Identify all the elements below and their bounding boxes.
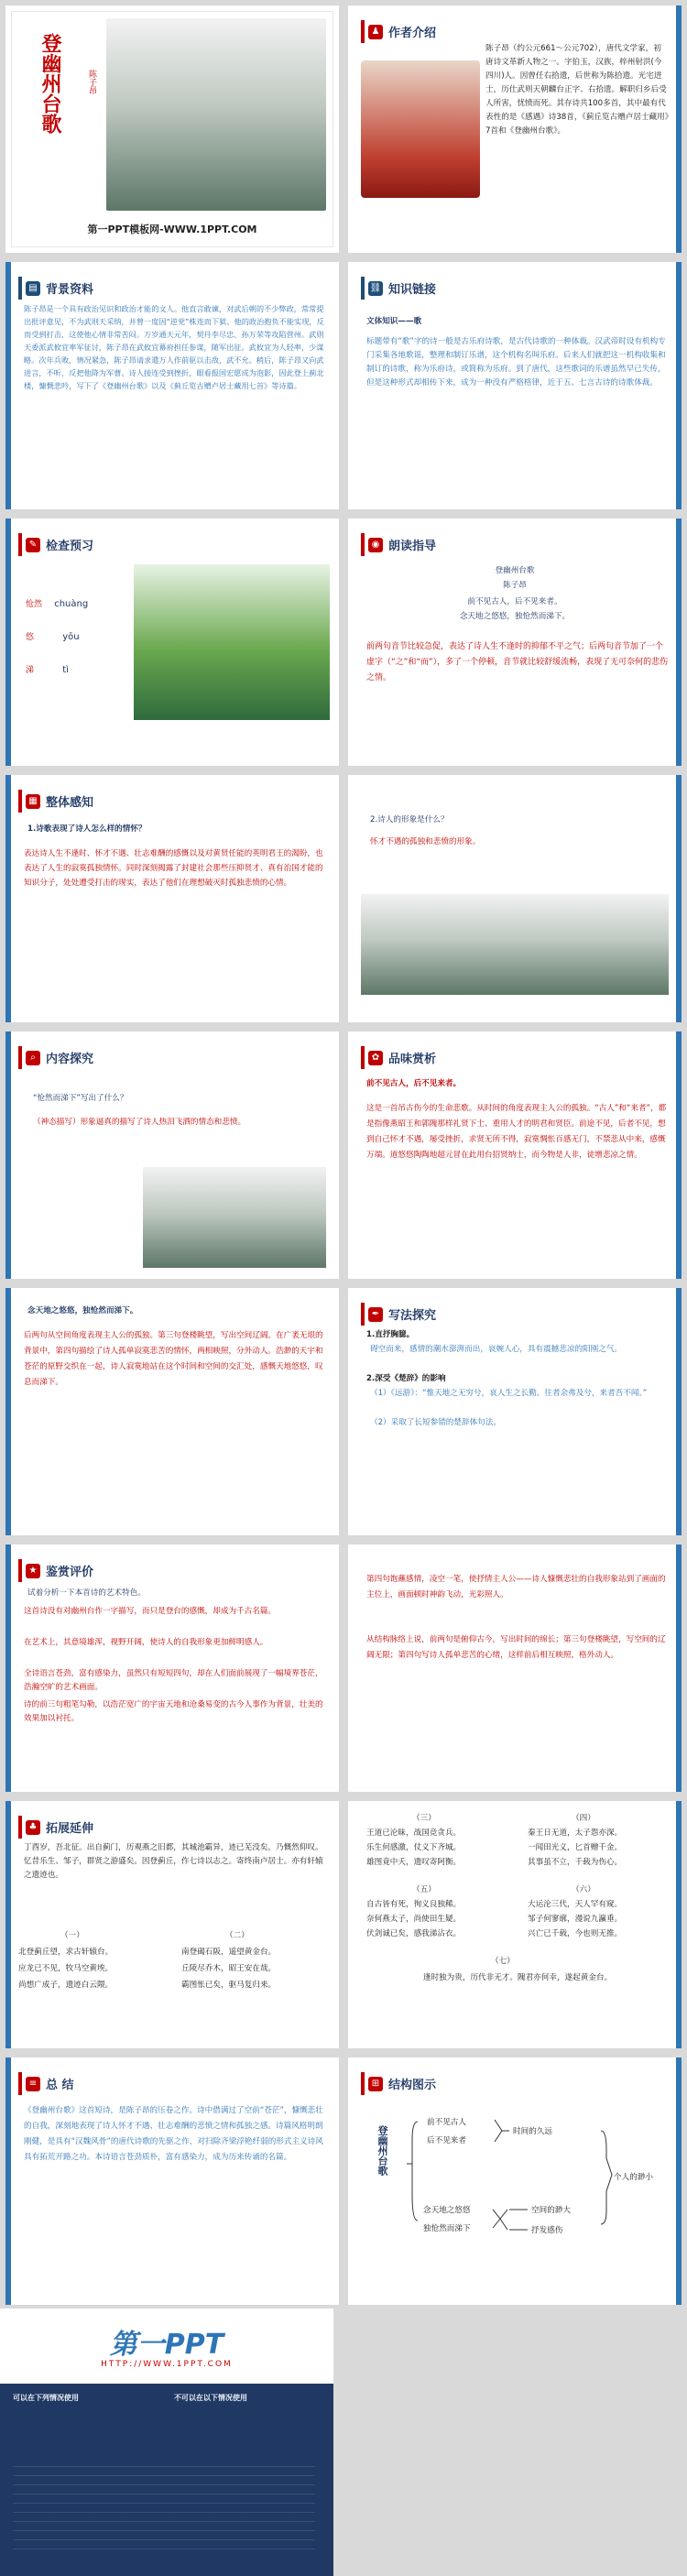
slide-preview (5, 518, 339, 766)
author-text: 陈子昂（约公元661～公元702），唐代文学家，初唐诗文革新人物之一。字伯玉，汉族，梓州射洪(今四川)人。因曾任右拾遗，后世称为陈拾遗。光宅进士，历仕武则天朝麟台正字、右拾遗。解职归乡后受人所害，忧愤而死。其存诗共100多首，其中最有代表性的是《感遇》诗38首，《蓟丘览古赠卢居士藏用》7首和《登幽州台歌》。 (485, 44, 669, 136)
brand-logo: 第一PPT (109, 2329, 224, 2361)
heading-reading: ◉ 朗读指导 (361, 533, 443, 556)
background-text: 陈子昂是一个具有政治见识和政治才能的文人。他直言敢谏，对武后朝的不少弊政，常常提出批评意见，不为武则天采纳，并曾一度因“逆党”株连而下狱。他的政治抱负不能实现，反而受到打击，这使他心情非常苦闷。万岁通天元年，契丹李尽忠、孙万荣等攻陷营州。武则天委派武攸宜率军征讨，陈子昂在武攸宜幕府担任参谋，随军出征。武攸宜为人轻率，少谋略。次年兵败，情况紧急，陈子昂请求遣万人作前驱以击敌，武不允。稍后，陈子昂又向武进言，不听，反把他降为军曹。诗人接连受到挫折，眼看报国宏愿成为泡影，因此登上蓟北楼，慷慨悲吟，写下了《登幽州台歌》以及《蓟丘览古赠卢居士藏用七首》等诗篇。 (24, 304, 324, 390)
evaluation-para: 从结构脉络上说，前两句是俯仰古今，写出时间的绵长；第三句登楼眺望，写空间的辽阔无限；第四句写诗人孤单悲苦的心绪，这样前后相互映照，格外动人。 (366, 1635, 666, 1660)
question-2: 2.诗人的形象是什么？ (370, 815, 449, 824)
appreciation-text-2: 后两句从空间角度表现主人公的孤独。第三句登楼眺望，写出空间辽阔。在广袤无垠的背景中，第四句描绘了诗人孤单寂寞悲苦的情怀，两相映照，分外动人。浩渺的天宇和苍茫的原野交织在一起，诗人寂寞地站在这个时间和空间的交汇处，感慨天地悠悠，叹息而涕下。 (24, 1331, 323, 1387)
portrait (361, 60, 480, 198)
slide-writing (348, 1288, 682, 1535)
slide-summary (5, 2058, 339, 2305)
heading-author: ♟ 作者介绍 (361, 20, 443, 43)
poem-author: 陈子昂 (503, 581, 527, 590)
knowledge-text: 标题带有“歌”字的诗一般是古乐府诗歌，是古代诗歌的一种体裁。汉武帝时设有机构专门采集各地歌谣，整理和制订乐谱，这个机构名叫乐府。后来人们就把这一机构收集和制订的诗歌，称为乐府诗，或简称为乐府。到了唐代，这些歌词的乐谱虽然早已失传，但是这种形式却相传下来，成为一种没有严格格律，近于五、七言古诗的诗歌体裁。 (366, 337, 666, 387)
evaluation-para: 在艺术上，其意境雄浑，视野开阔，使诗人的自我形象更加鲜明感人。 (24, 1638, 268, 1647)
appreciation-text: 这是一首吊古伤今的生命悲歌。从时间的角度表现主人公的孤独。“古人”和“来者”，都是指像燕昭王和郭隗那样礼贤下士、重用人才的明君和贤臣。前途不见，后者不见，想到自己怀才不遇，屡受挫折，求贤无所不得，寂寞惆怅百感无门，不禁悲从中来，感慨万端。道悠悠陶陶地超元冒在此用台招贤纳士，而今物是人非，徒增悲凉之情。 (366, 1104, 667, 1160)
heading-background: ▤ 背景资料 (18, 277, 101, 300)
diagram-node: 抒发感伤 (531, 2226, 563, 2235)
heading-writing: ✒ 写法探究 (361, 1303, 443, 1326)
heading-extension: ♣ 拓展延伸 (18, 1816, 101, 1839)
pencil-icon: ✎ (26, 538, 40, 552)
heading-appreciation: ✿ 品味赏析 (361, 1046, 443, 1069)
poem-line: 丘陵尽乔木，昭王安在哉。 (181, 1964, 277, 1973)
list-icon: ≡ (26, 2077, 40, 2091)
poem-number: （六） (572, 1885, 595, 1894)
grid-icon: ▦ (26, 794, 40, 809)
poem-line: 雄图竟中夭，遗叹寄阿衡。 (366, 1858, 462, 1867)
poem-line: 念天地之悠悠，独怆然而涕下。 (459, 612, 571, 621)
tree-icon: ♣ (26, 1820, 40, 1835)
landscape-painting (143, 1167, 326, 1268)
footer-col-title: 可以在下列情况使用 (13, 2394, 79, 2402)
slide-evaluation (5, 1545, 339, 1792)
poem-line: 逢时独为贵，历代非无才。隗君亦何幸，遂起黄金台。 (422, 1973, 613, 1982)
poem-line: 秦王日无道，太子怨亦深。 (528, 1828, 623, 1838)
evaluation-para: 这首诗没有对幽州台作一字描写，而只是登台的感慨，却成为千古名篇。 (24, 1607, 277, 1616)
diagram-node: 前不见古人 (427, 2118, 466, 2127)
writing-point: 2.深受《楚辞》的影响 (366, 1374, 446, 1383)
evaluation-para: 全诗语言苍劲，富有感染力，虽然只有短短四句，却在人们面前展现了一幅境界苍茫，浩瀚空旷的艺术画面。 (24, 1669, 323, 1692)
diagram-node: 独怆然而涕下 (423, 2224, 471, 2233)
poem-line: 一闻田光义，匕首赠千金。 (528, 1843, 623, 1852)
slide-background (5, 262, 339, 509)
slide-extension-2 (348, 1801, 682, 2048)
poem-number: （一） (60, 1931, 84, 1940)
slide-appreciation (348, 1031, 682, 1279)
landscape-scroll (361, 894, 669, 995)
badge-icon: ★ (26, 1564, 40, 1578)
main-title: 登幽州台歌 (38, 33, 61, 134)
poem-line: 前不见古人，后不见来者。 (467, 597, 562, 606)
summary-text: 《登幽州台歌》这首短诗，是陈子昂的压卷之作。诗中借满过了空前“苍茫”，慷慨悲壮的自我，深刻地表现了诗人怀才不遇、壮志难酬的悲愤之情和孤独之感。诗篇风格明朗刚健，是具有“汉魏风骨”的唐代诗歌的先驱之作，对扫除齐梁浮艳纤弱的形式主义诗风具有拓荒开路之功。本诗语言苍劲质朴，富有感染力，成为历来传诵的名篇。 (24, 2106, 323, 2162)
landscape-painting (106, 18, 326, 211)
vocab-item: 涕 tì (26, 665, 69, 675)
appreciation-subtitle: 前不见古人，后不见来者。 (366, 1079, 462, 1088)
slide-knowledge (348, 262, 682, 509)
link-icon: ⛓ (368, 281, 383, 296)
writing-detail: （2）采取了长短参错的楚辞体句法。 (370, 1418, 501, 1427)
genre-label: 文体知识——歌 (366, 317, 422, 326)
diagram-root: 登幽州台歌 (376, 2125, 388, 2176)
diagram-node: 念天地之悠悠 (423, 2206, 471, 2215)
magnifier-icon: ⌕ (26, 1051, 40, 1065)
sitemap-icon: ⊞ (368, 2077, 383, 2091)
heading-evaluation: ★ 鉴赏评价 (18, 1559, 101, 1582)
footer-panel (0, 2384, 333, 2576)
footer-col-title: 不可以在以下情况使用 (174, 2394, 247, 2402)
slide-appreciation-2 (5, 1288, 339, 1535)
poem-number: （五） (412, 1885, 436, 1894)
heading-overall: ▦ 整体感知 (18, 790, 101, 813)
poem-line: 伏剑诚已矣，感我涕沾衣。 (366, 1929, 462, 1938)
slide-extension (5, 1801, 339, 2048)
poem-title: 登幽州台歌 (495, 566, 535, 575)
poem-line: 应龙已不见，牧马空黄埃。 (18, 1964, 114, 1973)
poem-line: 南登碣石阪，遥望黄金台。 (181, 1948, 277, 1957)
diagram-node: 空间的渺大 (531, 2206, 571, 2215)
heading-summary: ≡ 总 结 (18, 2072, 82, 2095)
slide-overall (5, 775, 339, 1022)
answer-3: （神态描写）形象逼真的描写了诗人热泪飞洒的情态和悲愤。 (33, 1118, 246, 1127)
poem-number: （七） (491, 1957, 515, 1966)
poem-line: 自古皆有死，徇义良独稀。 (366, 1900, 462, 1909)
question-3: “怆然而涕下”写出了什么？ (33, 1094, 128, 1103)
person-icon: ♟ (368, 25, 383, 39)
pen-icon: ✒ (368, 1307, 383, 1322)
footer-links (13, 2466, 315, 2558)
writing-detail: 碍空而来，感情的潮水澎湃而出，哀婉人心，具有震撼悲凉的阳刚之气。 (370, 1345, 623, 1354)
poem-line: 北登蓟丘望，求古轩辕台。 (18, 1948, 114, 1957)
slide-reading (348, 518, 682, 766)
answer-1: 表达诗人生不逢时、怀才不遇、壮志难酬的感慨以及对黄贤任能的英明君王的渴盼，也表达了人生的寂寞孤独情怀。同时深刻揭露了封建社会那些压抑贤才、真有治国才能的知识分子，处处遭受打击的现实，表达了他们在理想破灭时孤独悲愤的心情。 (24, 849, 323, 888)
evaluation-subtitle: 试着分析一下本首诗的艺术特色。 (27, 1588, 146, 1598)
writing-detail: （1）《远游》：“惟天地之无穷兮，哀人生之长勤。往者余弗及兮，来者吾不闻。” (370, 1389, 648, 1398)
extension-intro: 丁酉岁，吾北征。出自蓟门，历观燕之旧都，其城池霸异，迹已芜没矣。乃慨然仰叹。忆昔乐生、邹子，群贤之游盛矣。因登蓟丘，作七诗以志之。寄终南卢居士。亦有轩辕之遗迹也。 (24, 1843, 323, 1880)
poem-line: 尚想广成子，遗迹白云隈。 (18, 1981, 114, 1990)
book-icon: ▤ (26, 281, 40, 296)
flower-icon: ✿ (368, 1051, 383, 1065)
poem-line: 乐生何感激，仗义下齐城。 (366, 1843, 462, 1852)
poem-line: 邹子何寥廓，漫说九瀛垂。 (528, 1915, 623, 1924)
poem-number: （二） (225, 1931, 249, 1940)
poem-line: 王道已沦昧，战国竞贪兵。 (366, 1828, 462, 1838)
poem-line: 霸图怅已矣，驱马复归来。 (181, 1981, 277, 1990)
question-1: 1.诗歌表现了诗人怎么样的情怀？ (27, 824, 147, 834)
mountain-painting (134, 564, 330, 720)
heading-content: ⌕ 内容探究 (18, 1046, 101, 1069)
poem-line: 大运沦三代，天人罕有窥。 (528, 1900, 623, 1909)
brand-url: HTTP://WWW.1PPT.COM (101, 2360, 233, 2369)
poem-number: （四） (572, 1814, 595, 1823)
evaluation-para: 第四句饱蘸感情，凌空一笔，使抒情主人公——诗人慷慨悲壮的自我形象站到了画面的主位上，画面顿时神韵飞动，光彩照人。 (366, 1575, 666, 1599)
diagram-brackets (348, 2058, 682, 2305)
heading-preview: ✎ 检查预习 (18, 533, 101, 556)
heading-knowledge: ⛓ 知识链接 (361, 277, 443, 300)
diagram-node: 时间的久远 (513, 2127, 552, 2136)
evaluation-para: 诗的前三句粗笔勾勒，以浩茫宽广的宇宙天地和沧桑易变的古今人事作为背景，壮美的效果加以衬托。 (24, 1700, 323, 1723)
slide-title (5, 5, 339, 253)
reading-guide-text: 前两句音节比较急促，表达了诗人生不逢时的抑郁不平之气；后两句音节加了一个虚字（“之”和“而”），多了一个停顿，音节就比较舒缓流畅，表现了无可奈何的悲伤之情。 (366, 642, 669, 682)
appreciation-subtitle-2: 念天地之悠悠，独怆然而涕下。 (27, 1306, 138, 1315)
heading-structure: ⊞ 结构图示 (361, 2072, 443, 2095)
author-name: 陈子昂 (87, 70, 96, 94)
vocab-item: 悠 yōu (26, 632, 80, 642)
poem-line: 其事虽不立，千载为伤心。 (528, 1858, 623, 1867)
site-caption: 第一PPT模板网-WWW.1PPT.COM (87, 224, 257, 235)
poem-line: 奈何燕太子，尚使田生疑。 (366, 1915, 462, 1924)
speaker-icon: ◉ (368, 538, 383, 552)
vocab-item: 怆然 chuàng (26, 599, 89, 609)
slide-content (5, 1031, 339, 1279)
slide-evaluation-2 (348, 1545, 682, 1792)
answer-2: 怀才不遇的孤独和悲愤的形象。 (370, 837, 481, 846)
slide-author (348, 5, 682, 253)
poem-number: （三） (412, 1814, 436, 1823)
diagram-node: 个人的渺小 (614, 2173, 653, 2182)
slide-image-question (348, 775, 682, 1022)
slide-structure (348, 2058, 682, 2305)
diagram-node: 后不见来者 (427, 2136, 466, 2145)
writing-point: 1.直抒胸臆。 (366, 1330, 415, 1339)
poem-line: 兴亡已千载，今也则无推。 (528, 1929, 623, 1938)
brand-footer (0, 2309, 333, 2576)
